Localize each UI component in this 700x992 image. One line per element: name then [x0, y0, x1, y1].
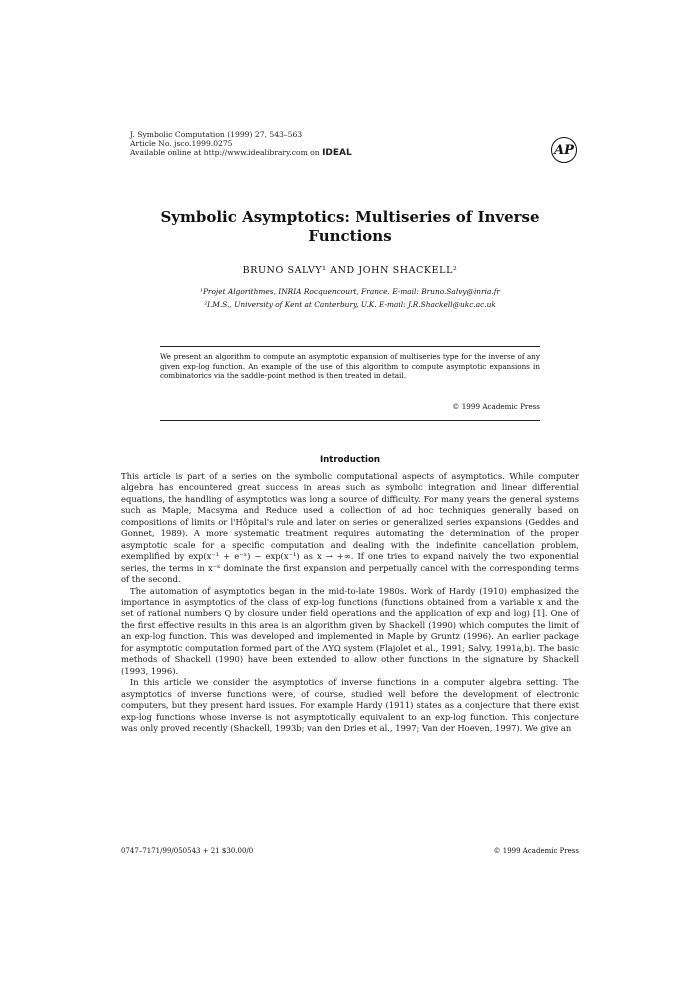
abstract: We present an algorithm to compute an asymptotic expansion of multiseries type for the inverse of any given exp-log function. An example of the use of this algorithm to compute asymptotic expansions in combinatorics via the saddle-point method is then treated in detail.	[160, 352, 540, 381]
journal-header	[130, 130, 570, 180]
footer-issn: 0747–7171/99/050543 + 21 $30.00/0	[121, 847, 254, 855]
publisher-logo-icon: AP	[551, 137, 577, 163]
paragraph: This article is part of a series on the symbolic computational aspects of asymptotics. While computer algebra has encountered great success in areas such as symbolic integration and linear differential equations, the handling of asymptotics was long a source of difficulty. For many years the general systems such as Maple, Macsyma and Reduce used a collection of ad hoc techniques generally based on compositions of limits or l'Hôpital's rule and later on series or generalized series expansions (Geddes and Gonnet, 1989). A more systematic treatment requires automating the determination of the proper asymptotic scale for a specific computation and dealing with the indefinite cancellation problem, exemplified by exp(x⁻¹ + e⁻ˣ) − exp(x⁻¹) as x → +∞. If one tries to expand naively the two exponential series, the terms in x⁻ᵏ dominate the first expansion and perpetually cancel with the corresponding terms of the second.	[121, 471, 579, 585]
availability-text: Available online at http://www.idealibrary.com on	[130, 148, 320, 157]
author-list: BRUNO SALVY¹ AND JOHN SHACKELL²	[242, 265, 458, 276]
abstract-bottom-rule	[160, 420, 540, 421]
abstract-top-rule	[160, 346, 540, 347]
article-title: Symbolic Asymptotics: Multiseries of Inverse Functions	[160, 208, 540, 245]
body-text	[121, 471, 579, 734]
affiliation-1: ¹Projet Algorithmes, INRIA Rocquencourt, France. E-mail: Bruno.Salvy@inria.fr	[200, 287, 500, 296]
paragraph: In this article we consider the asymptotics of inverse functions in a computer algebra setting. The asymptotics of inverse functions were, of course, studied well before the development of electronic computers, but they present hard issues. For example Hardy (1911) states as a conjecture that there exist exp-log functions whose inverse is not asymptotically equivalent to an exp-log function. This conjecture was only proved recently (Shackell, 1993b; van den Dries et al., 1997; Van der Hoeven, 1997). We give an	[121, 677, 579, 733]
affiliation-2: ²I.M.S., University of Kent at Canterbury, U.K. E-mail: J.R.Shackell@ukc.ac.uk	[204, 300, 496, 309]
availability-line	[130, 148, 570, 158]
ideal-logo: IDEAL	[322, 148, 352, 158]
article-number: Article No. jsco.1999.0275	[130, 139, 233, 148]
page-footer	[121, 847, 579, 855]
footer-copyright: © 1999 Academic Press	[493, 847, 579, 855]
abstract-copyright: © 1999 Academic Press	[452, 402, 540, 411]
journal-citation: J. Symbolic Computation (1999) 27, 543–563	[130, 130, 303, 139]
section-heading: Introduction	[319, 455, 380, 465]
paragraph: The automation of asymptotics began in the mid-to-late 1980s. Work of Hardy (1910) emphasized the importance in asymptotics of the class of exp-log functions (functions obtained from a variable x and the set of rational numbers Q by closure under field operations and the application of exp and log) [1]. One of the first effective results in this area is an algorithm given by Shackell (1990) which computes the limit of an exp-log function. This was developed and implemented in Maple by Gruntz (1996). An earlier package for asymptotic computation formed part of the ΛΥΩ system (Flajolet et al., 1991; Salvy, 1991a,b). The basic methods of Shackell (1990) have been extended to allow other functions in the signature by Shackell (1993, 1996).	[121, 585, 579, 676]
